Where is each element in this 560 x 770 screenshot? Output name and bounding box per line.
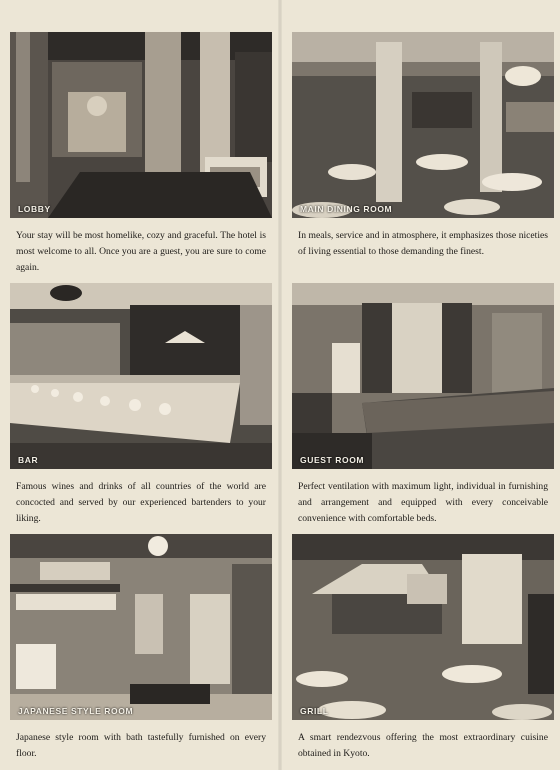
panel-dining-room [292, 32, 554, 260]
grill-label: GRILL [300, 706, 329, 716]
brochure-fold [278, 0, 282, 770]
panel-lobby [10, 32, 272, 276]
guest-room-photo [292, 283, 554, 469]
panel-grill [292, 534, 554, 762]
panel-bar [10, 283, 272, 527]
bar-label: BAR [18, 455, 39, 465]
japanese-room-caption: Japanese style room with bath tastefully furnished on every floor. [16, 732, 266, 759]
bar-photo [10, 283, 272, 469]
panel-guest-room [292, 283, 554, 527]
bar-caption: Famous wines and drinks of all countries of the world are concocted and served by our experienced bartenders to your liking. [16, 481, 266, 524]
lobby-photo [10, 32, 272, 218]
guest-room-caption: Perfect ventilation with maximum light, individual in furnishing and arrangement and equipped with every conceivable convenience with comfortable beds. [298, 481, 548, 524]
dining-room-photo [292, 32, 554, 218]
lobby-label: LOBBY [18, 204, 51, 214]
panel-japanese-room [10, 534, 272, 762]
dining-room-caption: In meals, service and in atmosphere, it emphasizes those niceties of living essential to those demanding the finest. [298, 230, 548, 257]
grill-caption: A smart rendezvous offering the most extraordinary cuisine obtained in Kyoto. [298, 732, 548, 759]
lobby-caption: Your stay will be most homelike, cozy and graceful. The hotel is most welcome to all. Once you are a guest, you are sure to come again. [16, 230, 266, 273]
japanese-room-label: JAPANESE STYLE ROOM [18, 706, 134, 716]
dining-room-label: MAIN DINING ROOM [300, 204, 393, 214]
guest-room-label: GUEST ROOM [300, 455, 365, 465]
japanese-room-photo [10, 534, 272, 720]
grill-photo [292, 534, 554, 720]
